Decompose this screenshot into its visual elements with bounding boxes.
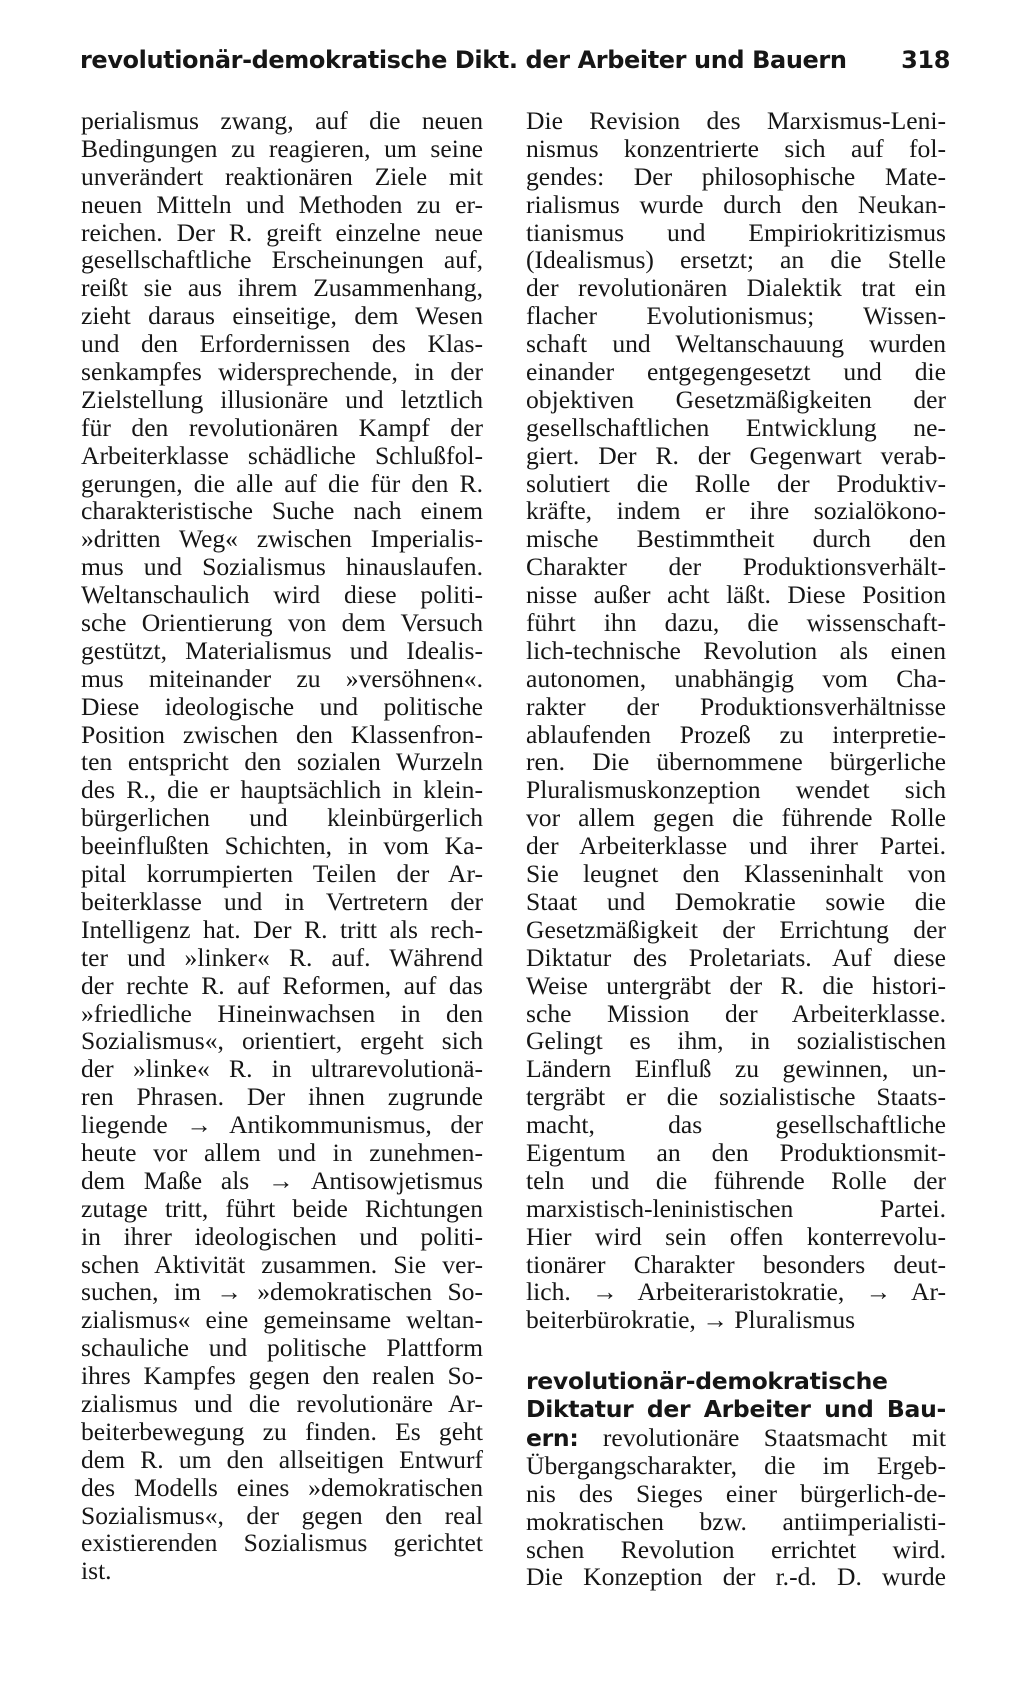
- left-column-line: dem Maße als → Antisowjetismus: [81, 1165, 483, 1195]
- left-column-line: ten entspricht den sozialen Wurzeln: [81, 747, 483, 777]
- running-header: [80, 46, 950, 86]
- left-column-line: ren Phrasen. Der ihnen zugrunde: [81, 1082, 483, 1112]
- right-column-line: Gelingt es ihm, in sozialistischen: [526, 1026, 946, 1056]
- right-column-line: Die Revision des Marxismus-Leni-: [526, 106, 946, 135]
- left-column-line: charakteristische Suche nach einem: [81, 496, 483, 526]
- left-column-line: Arbeiterklasse schädliche Schlußfol-: [81, 440, 483, 470]
- right-column-line: objektiven Gesetzmäßigkeiten der: [526, 384, 946, 414]
- entry-line-3: [526, 1424, 946, 1452]
- left-column-line: Bedingungen zu reagieren, um seine: [81, 133, 483, 163]
- left-column-line: Intelligenz hat. Der R. tritt als rech-: [81, 914, 483, 944]
- left-column-line: »friedliche Hineinwachsen in den: [81, 998, 483, 1028]
- left-column-line: zutage tritt, führt beide Richtungen: [81, 1193, 483, 1223]
- right-column-text: [526, 107, 946, 1334]
- right-column-line: tergräbt er die sozialistische Staats-: [526, 1082, 946, 1112]
- left-column-line: reichen. Der R. greift einzelne neue: [81, 217, 483, 247]
- left-column-line: zialismus und die revolutionäre Ar-: [81, 1388, 483, 1418]
- left-column-line: gesellschaftliche Erscheinungen auf,: [81, 245, 483, 275]
- left-column-line: reißt sie aus ihrem Zusammenhang,: [81, 273, 483, 303]
- right-column-line: tianismus und Empiriokritizismus: [526, 217, 946, 247]
- left-column-line: Sozialismus«, orientiert, ergeht sich: [81, 1026, 483, 1056]
- right-column-line: rialismus wurde durch den Neukan-: [526, 189, 946, 219]
- left-column-line: der »linke« R. in ultrarevolutionä-: [81, 1054, 483, 1084]
- right-column-line: Diktatur des Proletariats. Auf diese: [526, 942, 946, 972]
- left-column-line: bürgerlichen und kleinbürgerlich: [81, 803, 483, 833]
- entry-headword-line-3: ern:: [526, 1423, 579, 1452]
- entry-definition-start: revolutionäre Staatsmacht mit: [602, 1422, 946, 1452]
- entry-definition-line: Die Konzeption der r.-d. D. wurde: [526, 1562, 946, 1592]
- left-column-line: mus und Sozialismus hinauslaufen.: [81, 552, 483, 582]
- left-column-line: senkampfes widersprechende, in der: [81, 357, 483, 387]
- right-column-line: Hier wird sein offen konterrevolu-: [526, 1221, 946, 1251]
- right-column-line: tionärer Charakter besonders deut-: [526, 1249, 946, 1279]
- left-column-line: in ihrer ideologischen und politi-: [81, 1221, 483, 1251]
- right-column-line: der Arbeiterklasse und ihrer Partei.: [526, 831, 946, 861]
- entry-definition-line: nis des Sieges einer bürgerlich-de-: [526, 1478, 946, 1508]
- left-column-line: Weltanschaulich wird diese politi-: [81, 580, 483, 610]
- left-column-line: suchen, im → »demokratischen So-: [81, 1277, 483, 1307]
- right-column-line: Weise untergräbt der R. die histori-: [526, 970, 946, 1000]
- left-column-line: ihres Kampfes gegen den realen So-: [81, 1361, 483, 1391]
- right-column-line: Eigentum an den Produktionsmit-: [526, 1137, 946, 1167]
- right-column-line: Gesetzmäßigkeit der Errichtung der: [526, 914, 946, 944]
- entry-headword-line-2: Diktatur der Arbeiter und Bau-: [526, 1395, 946, 1424]
- left-column-line: mus miteinander zu »versöhnen«.: [81, 663, 483, 693]
- right-column-line: sche Mission der Arbeiterklasse.: [526, 998, 946, 1028]
- left-column-line: Sozialismus«, der gegen den real: [81, 1500, 483, 1530]
- left-column-line: beiterklasse und in Vertretern der: [81, 886, 483, 916]
- right-column-line: führt ihn dazu, die wissenschaft-: [526, 608, 946, 638]
- entry-definition-line: schen Revolution errichtet wird.: [526, 1534, 946, 1564]
- right-column-line: macht, das gesellschaftliche: [526, 1110, 946, 1140]
- right-column-line: ren. Die übernommene bürgerliche: [526, 747, 946, 777]
- left-column-line: Position zwischen den Klassenfron-: [81, 719, 483, 749]
- right-column-line: ablaufenden Prozeß zu interpretie-: [526, 719, 946, 749]
- page-number: 318: [901, 46, 950, 74]
- entry-definition-line: mokratischen bzw. antiimperialisti-: [526, 1506, 946, 1536]
- left-column-line: »dritten Weg« zwischen Imperialis-: [81, 524, 483, 554]
- right-column-line: rakter der Produktionsverhältnisse: [526, 691, 946, 721]
- right-column-line: kräfte, indem er ihre sozialökono-: [526, 496, 946, 526]
- right-column-line: einander entgegengesetzt und die: [526, 357, 946, 387]
- left-column-line: pital korrumpierten Teilen der Ar-: [81, 859, 483, 889]
- entry-separator: [526, 1334, 946, 1368]
- right-column-line: teln und die führende Rolle der: [526, 1165, 946, 1195]
- right-column-line: nisse außer acht läßt. Diese Position: [526, 580, 946, 610]
- right-column-line: mische Bestimmtheit durch den: [526, 524, 946, 554]
- dictionary-entry: [526, 1368, 946, 1591]
- left-column-line: gerungen, die alle auf die für den R.: [81, 468, 483, 498]
- running-header-title: revolutionär-demokratische Dikt. der Arbeiter und Bauern: [80, 46, 847, 74]
- left-column-line: der rechte R. auf Reformen, auf das: [81, 970, 483, 1000]
- right-column-line: gendes: Der philosophische Mate-: [526, 161, 946, 191]
- right-column-line: beiterbürokratie, → Pluralismus: [526, 1305, 856, 1335]
- right-column-line: der revolutionären Dialektik trat ein: [526, 273, 946, 303]
- left-column-line: für den revolutionären Kampf der: [81, 412, 483, 442]
- left-column-line: zialismus« eine gemeinsame weltan-: [81, 1305, 483, 1335]
- left-column-line: und den Erfordernissen des Klas-: [81, 329, 483, 359]
- entry-headword-line-1: revolutionär-demokratische: [526, 1367, 888, 1396]
- left-column-line: Zielstellung illusionäre und letztlich: [81, 384, 483, 414]
- left-column-line: beiterbewegung zu finden. Es geht: [81, 1416, 483, 1446]
- right-column-line: Sie leugnet den Klasseninhalt von: [526, 859, 946, 889]
- right-column-line: solutiert die Rolle der Produktiv-: [526, 468, 946, 498]
- right-column-line: Staat und Demokratie sowie die: [526, 886, 946, 916]
- left-column-line: Diese ideologische und politische: [81, 691, 483, 721]
- left-column-line: beeinflußten Schichten, in vom Ka-: [81, 831, 483, 861]
- right-column-line: (Idealismus) ersetzt; an die Stelle: [526, 245, 946, 275]
- left-column-line: heute vor allem und in zunehmen-: [81, 1137, 483, 1167]
- right-column-line: Charakter der Produktionsverhält-: [526, 552, 946, 582]
- left-column-line: des Modells eines »demokratischen: [81, 1472, 483, 1502]
- left-column-line: schauliche und politische Plattform: [81, 1333, 483, 1363]
- left-column-line: perialismus zwang, auf die neuen: [81, 106, 483, 135]
- right-column-line: schaft und Weltanschauung wurden: [526, 329, 946, 359]
- left-column-line: des R., die er hauptsächlich in klein-: [81, 775, 483, 805]
- left-column-line: gestützt, Materialismus und Idealis-: [81, 635, 483, 665]
- left-column-line: ter und »linker« R. auf. Während: [81, 942, 483, 972]
- left-column-line: schen Aktivität zusammen. Sie ver-: [81, 1249, 483, 1279]
- right-column-line: vor allem gegen die führende Rolle: [526, 803, 946, 833]
- right-column-line: marxistisch-leninistischen Partei.: [526, 1193, 946, 1223]
- left-column-line: unverändert reaktionären Ziele mit: [81, 161, 483, 191]
- left-column-line: existierenden Sozialismus gerichtet: [81, 1528, 483, 1558]
- left-column-line: sche Orientierung von dem Versuch: [81, 608, 483, 638]
- right-column-line: lich. → Arbeiteraristokratie, → Ar-: [526, 1277, 946, 1307]
- left-column-line: liegende → Antikommunismus, der: [81, 1110, 483, 1140]
- right-column-line: gesellschaftlichen Entwicklung ne-: [526, 412, 946, 442]
- right-column-line: Ländern Einfluß zu gewinnen, un-: [526, 1054, 946, 1084]
- left-column-line: dem R. um den allseitigen Entwurf: [81, 1444, 483, 1474]
- left-column-line: neuen Mitteln und Methoden zu er-: [81, 189, 483, 219]
- right-column-line: flacher Evolutionismus; Wissen-: [526, 301, 946, 331]
- right-column-line: lich-technische Revolution als einen: [526, 635, 946, 665]
- right-column-line: nismus konzentrierte sich auf fol-: [526, 133, 946, 163]
- left-column: [81, 107, 483, 1585]
- right-column: [526, 107, 946, 1591]
- right-column-line: autonomen, unabhängig vom Cha-: [526, 663, 946, 693]
- entry-definition: [526, 1452, 946, 1591]
- right-column-line: Pluralismuskonzeption wendet sich: [526, 775, 946, 805]
- right-column-line: giert. Der R. der Gegenwart verab-: [526, 440, 946, 470]
- entry-definition-line: Übergangscharakter, die im Ergeb-: [526, 1450, 946, 1480]
- left-column-line: ist.: [81, 1556, 112, 1586]
- left-column-line: zieht daraus einseitige, dem Wesen: [81, 301, 483, 331]
